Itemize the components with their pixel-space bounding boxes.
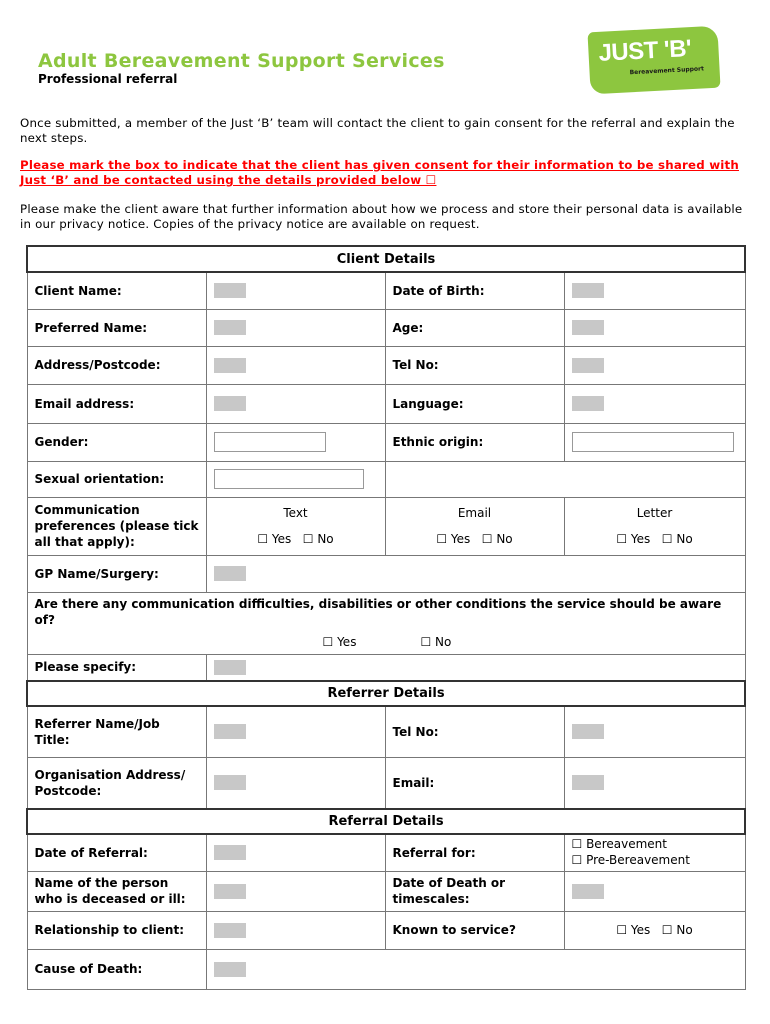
date-death-field[interactable] [572,884,604,899]
email-label: Email address: [27,384,206,423]
referrer-email-field[interactable] [572,775,604,790]
known-service-yes[interactable]: ☐ Yes [616,923,651,937]
preferred-name-field[interactable] [214,320,246,335]
comm-pref-label: Communication preferences (please tick all that apply): [27,497,206,555]
comm-text-label: Text [283,506,308,520]
difficulties-question: Are there any communication difficulties, disabilities or other conditions the service should be aware of? [34,596,722,627]
sexual-orientation-label: Sexual orientation: [27,461,206,497]
logo-text: JUST 'B' [597,35,692,67]
deceased-name-label: Name of the person who is deceased or ill: [27,871,206,911]
ethnic-field[interactable] [572,432,734,452]
relationship-label: Relationship to client: [27,911,206,949]
referral-date-label: Date of Referral: [27,834,206,871]
preferred-name-label: Preferred Name: [27,309,206,346]
referrer-details-heading: Referrer Details [27,681,745,706]
known-service-label: Known to service? [385,911,564,949]
referrer-name-field[interactable] [214,724,246,739]
comm-email-no[interactable]: ☐ No [481,532,513,546]
cause-death-label: Cause of Death: [27,949,206,989]
gp-label: GP Name/Surgery: [27,555,206,592]
referrer-name-label: Referrer Name/Job Title: [27,706,206,757]
tel-label: Tel No: [385,346,564,384]
address-label: Address/Postcode: [27,346,206,384]
client-details-heading: Client Details [27,246,745,272]
gender-label: Gender: [27,423,206,461]
consent-notice[interactable]: Please mark the box to indicate that the client has given consent for their information to be shared with Just ‘B’ and be contacted using the details provided below ☐ [20,158,739,187]
referral-for-label: Referral for: [385,834,564,871]
just-b-logo [587,26,720,95]
address-field[interactable] [214,358,246,373]
referral-form-table [26,245,746,990]
comm-letter-label: Letter [636,506,673,520]
logo-subtext: Bereavement Support [629,65,705,77]
comm-letter-yes[interactable]: ☐ Yes [616,532,651,546]
date-death-label: Date of Death or timescales: [385,871,564,911]
comm-letter-no[interactable]: ☐ No [661,532,693,546]
ethnic-label: Ethnic origin: [385,423,564,461]
pre-bereavement-checkbox[interactable]: ☐ Pre-Bereavement [571,853,690,867]
specify-field[interactable] [214,660,246,675]
relationship-field[interactable] [214,923,246,938]
age-label: Age: [385,309,564,346]
intro-paragraph: Once submitted, a member of the Just ‘B’ team will contact the client to gain consent for the referral and explain the next steps. [20,116,735,145]
dob-label: Date of Birth: [385,272,564,309]
page-title: Adult Bereavement Support Services [38,50,445,72]
comm-email-yes[interactable]: ☐ Yes [436,532,471,546]
gender-field[interactable] [214,432,326,452]
client-name-label: Client Name: [27,272,206,309]
bereavement-checkbox[interactable]: ☐ Bereavement [571,837,667,851]
referral-date-field[interactable] [214,845,246,860]
difficulties-no[interactable]: ☐ No [420,634,452,649]
cause-death-field[interactable] [214,962,246,977]
referrer-email-label: Email: [385,757,564,809]
email-field[interactable] [214,396,246,411]
known-service-no[interactable]: ☐ No [661,923,693,937]
client-name-field[interactable] [214,283,246,298]
referrer-tel-field[interactable] [572,724,604,739]
referral-details-heading: Referral Details [27,809,745,834]
language-label: Language: [385,384,564,423]
language-field[interactable] [572,396,604,411]
page-subtitle: Professional referral [38,72,178,86]
tel-field[interactable] [572,358,604,373]
referrer-tel-label: Tel No: [385,706,564,757]
difficulties-yes[interactable]: ☐ Yes [322,634,357,649]
gp-field[interactable] [214,566,246,581]
age-field[interactable] [572,320,604,335]
comm-text-yes[interactable]: ☐ Yes [257,532,292,546]
sexual-orientation-field[interactable] [214,469,364,489]
dob-field[interactable] [572,283,604,298]
organisation-field[interactable] [214,775,246,790]
specify-label: Please specify: [27,654,206,681]
comm-email-label: Email [457,506,492,520]
comm-text-no[interactable]: ☐ No [302,532,334,546]
deceased-name-field[interactable] [214,884,246,899]
organisation-label: Organisation Address/ Postcode: [27,757,206,809]
privacy-paragraph: Please make the client aware that further information about how we process and store their personal data is available in our privacy notice. Copies of the privacy notice are available on request. [20,202,743,231]
